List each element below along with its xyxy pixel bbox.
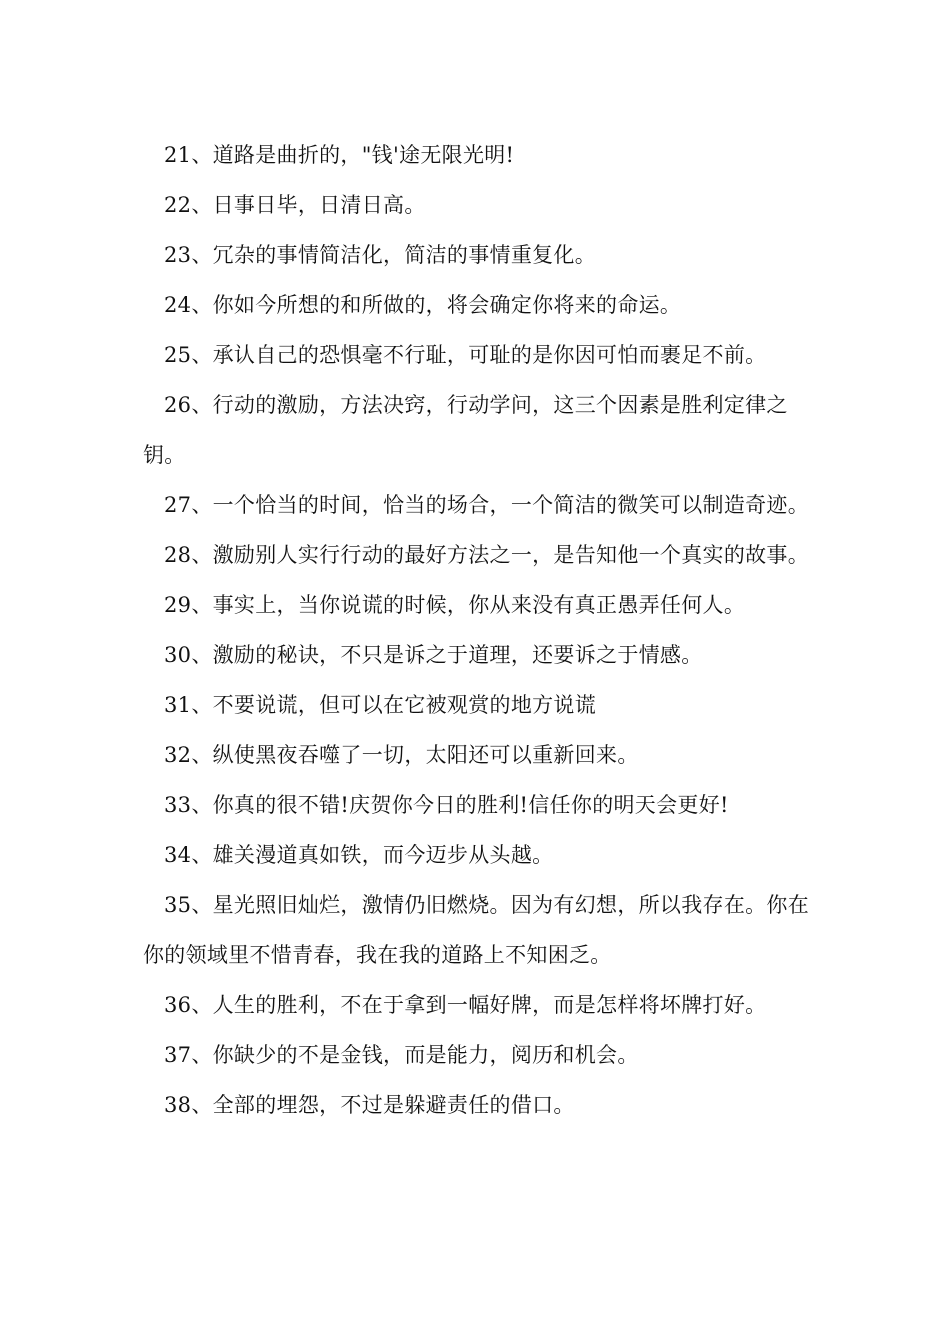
list-item: 33、你真的很不错!庆贺你今日的胜利!信任你的明天会更好! [164,793,729,817]
list-item: 24、你如今所想的和所做的，将会确定你将来的命运。 [164,293,682,317]
list-item: 25、承认自己的恐惧毫不行耻，可耻的是你因可怕而裹足不前。 [164,343,767,367]
list-item: 29、事实上，当你说谎的时候，你从来没有真正愚弄任何人。 [164,593,746,617]
list-item: 32、纵使黑夜吞噬了一切，太阳还可以重新回来。 [164,743,639,767]
list-item: 22、日事日毕，日清日高。 [164,193,426,217]
list-item: 37、你缺少的不是金钱，而是能力，阅历和机会。 [164,1043,639,1067]
list-item: 30、激励的秘诀，不只是诉之于道理，还要诉之于情感。 [164,643,703,667]
list-item: 26、行动的激励，方法决窍，行动学问，这三个因素是胜利定律之钥。 [143,393,788,467]
list-item: 21、道路是曲折的，"钱'途无限光明! [164,143,515,167]
list-item: 27、一个恰当的时间，恰当的场合，一个简洁的微笑可以制造奇迹。 [164,493,810,517]
list-item: 34、雄关漫道真如铁，而今迈步从头越。 [164,843,554,867]
list-item: 31、不要说谎，但可以在它被观赏的地方说谎 [164,693,597,717]
list-item: 38、全部的埋怨，不过是躲避责任的借口。 [164,1093,575,1117]
list-item: 36、人生的胜利，不在于拿到一幅好牌，而是怎样将坏牌打好。 [164,993,767,1017]
quote-list [143,130,813,1130]
list-item: 35、星光照旧灿烂，激情仍旧燃烧。因为有幻想，所以我存在。你在你的领域里不惜青春，我在我的道路上不知困乏。 [143,893,810,967]
list-item: 28、激励别人实行行动的最好方法之一，是告知他一个真实的故事。 [164,543,810,567]
list-item: 23、冗杂的事情简洁化，简洁的事情重复化。 [164,243,597,267]
